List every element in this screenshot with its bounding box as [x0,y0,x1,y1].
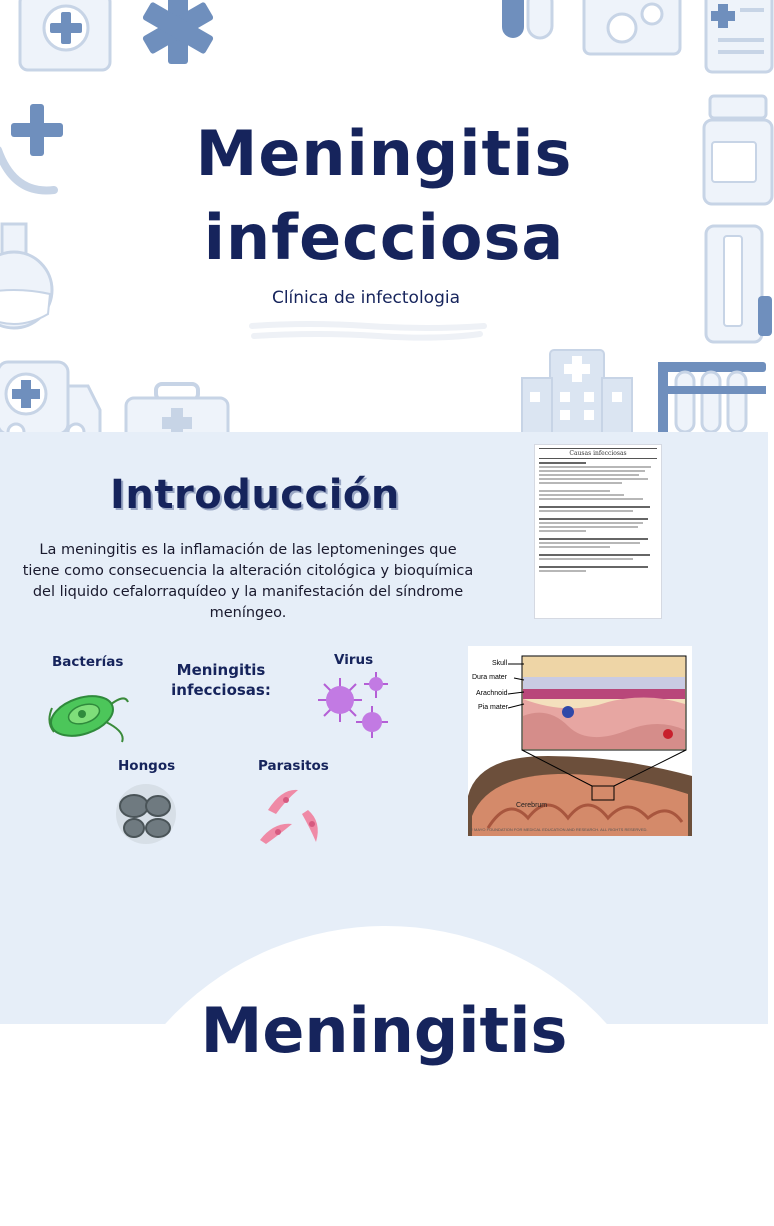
next-slide-arch [88,926,684,1226]
bacteria-icon [44,682,130,751]
cerebrum-label: Cerebrum [516,802,548,809]
introduction-slide [0,432,768,1067]
capsules-icon [498,0,560,42]
parasitos-label: Parasitos [258,758,329,774]
medical-bag-icon [124,382,230,438]
next-slide-title: Meningitis [200,994,568,1067]
virus-label: Virus [334,652,374,668]
decorative-scribble [248,318,488,349]
ambulance-icon [0,356,106,436]
test-tubes-icon [656,360,768,434]
bacterias-label: Bacterías [52,654,124,670]
pia-mater-label: Pia mater [478,704,508,711]
diagram-center-label: Meningitis infecciosas: [171,661,271,699]
title-line-1: Meningitis [195,117,573,190]
hospital-icon [520,346,632,436]
arachnoid-label: Arachnoid [476,690,508,697]
parasite-icon [256,782,326,853]
image-credit: © MAYO FOUNDATION FOR MEDICAL EDUCATION AND RESEARCH. ALL RIGHTS RESERVED. [470,827,648,832]
dura-mater-label: Dura mater [472,674,508,681]
meninges-diagram-image [468,646,692,836]
skull-label: Skull [492,660,508,667]
star-of-life-icon [132,0,224,68]
section-heading: Introducción [110,472,400,518]
intro-paragraph: La meningitis es la inflamación de las leptomeninges que tiene como consecuencia la alteración citológica y bioquímica del liquido cefalorraquídeo y la manifestación del síndrome meníngeo. [22,542,474,621]
infectious-causes-table-image [534,444,662,619]
medical-chart-icon [582,0,686,60]
virus-icon [312,672,392,749]
title-slide [0,0,768,432]
table-title: Causas infecciosas [539,448,657,459]
subtitle: Clínica de infectologia [271,288,461,308]
clipboard-icon [704,0,774,76]
hongos-label: Hongos [118,758,176,774]
fungi-icon [112,784,182,849]
first-aid-kit-icon [18,0,114,74]
title-line-2: infecciosa [203,201,565,274]
